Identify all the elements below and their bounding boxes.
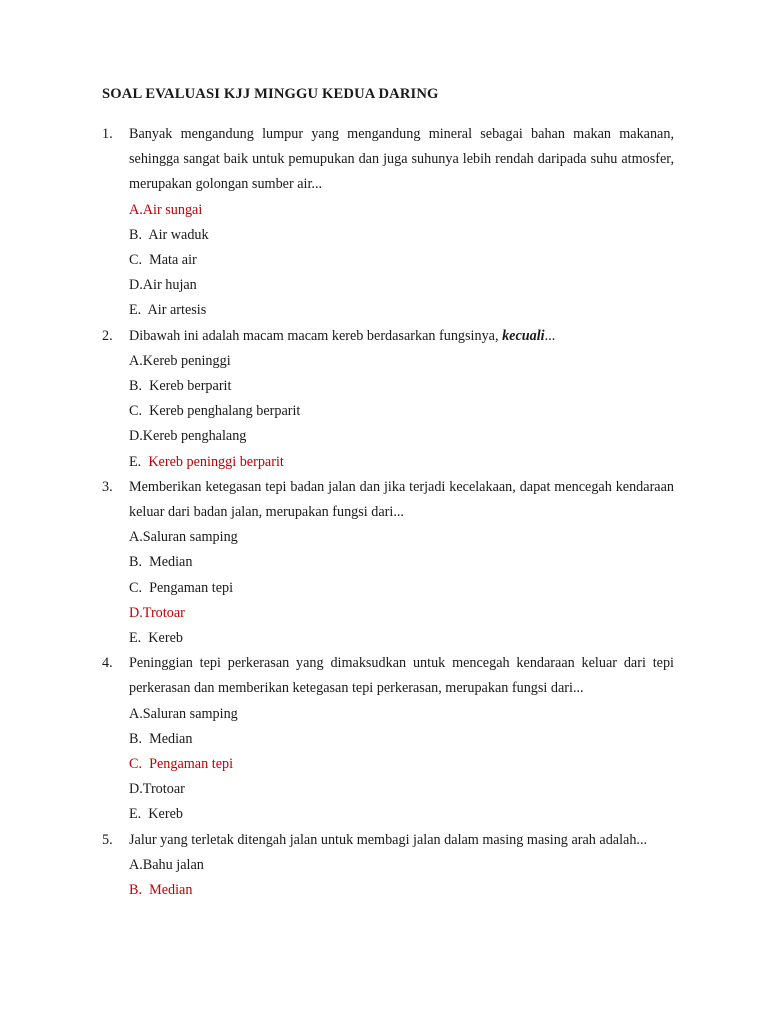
option-item (129, 853, 674, 878)
option-label: E. (129, 453, 149, 470)
option-item (129, 626, 674, 651)
option-item (129, 550, 674, 575)
answer-highlight: A.Air sungai (129, 201, 203, 218)
option-item (129, 525, 674, 550)
option-item (129, 777, 674, 802)
question-number: 4. (102, 655, 113, 672)
question-number: 5. (102, 831, 113, 848)
option-item (129, 727, 674, 752)
question-lead-text: Peninggian tepi perkerasan yang dimaksudkan untuk mencegah kendaraan keluar dari tepi perkerasan dan memberikan ketegasan tepi perkerasan, merupakan fungsi dari... (129, 655, 674, 697)
answer-highlight: Kereb peninggi berparit (148, 453, 284, 470)
question-text (129, 122, 674, 198)
question-text (129, 324, 674, 349)
question-keyword: kecuali (502, 327, 545, 344)
option-label: C. Pengaman tepi (129, 579, 234, 596)
question-ellipsis: ... (544, 327, 556, 344)
option-item (129, 424, 674, 449)
option-label: A.Kereb peninggi (129, 352, 231, 369)
answer-highlight: D.Trotoar (129, 604, 185, 621)
option-item-correct (129, 450, 674, 475)
option-label: D.Kereb penghalang (129, 428, 247, 445)
option-item (129, 702, 674, 727)
option-list (129, 853, 674, 903)
option-item-correct (129, 601, 674, 626)
option-label: B. Air waduk (129, 226, 209, 243)
option-label: D.Trotoar (129, 781, 185, 798)
option-item-correct (129, 198, 674, 223)
option-item (129, 273, 674, 298)
question-lead-text: Banyak mengandung lumpur yang mengandung mineral sebagai bahan makan makanan, sehingga sangat baik untuk pemupukan dan juga suhunya lebih rendah daripada suhu atmosfer, merupakan golongan sumber air... (129, 126, 674, 193)
option-label: D.Air hujan (129, 277, 197, 294)
question-number: 1. (102, 126, 113, 142)
answer-highlight: C. Pengaman tepi (129, 756, 234, 773)
option-item (129, 349, 674, 374)
option-list (129, 198, 674, 324)
option-list (129, 702, 674, 828)
answer-highlight: B. Median (129, 882, 193, 899)
question-item (0, 828, 768, 904)
option-item (129, 802, 674, 827)
question-lead-text: Jalur yang terletak ditengah jalan untuk membagi jalan dalam masing masing arah adalah... (129, 831, 648, 848)
option-label: E. Kereb (129, 806, 183, 823)
page-title: SOAL EVALUASI KJJ MINGGU KEDUA DARING (102, 86, 439, 102)
option-label: B. Median (129, 554, 193, 571)
option-item (129, 399, 674, 424)
question-item (0, 324, 768, 475)
question-item (0, 475, 768, 651)
option-list (129, 349, 674, 475)
question-item (0, 651, 768, 827)
option-label: E. Air artesis (129, 302, 207, 319)
option-item-correct (129, 878, 674, 903)
option-label: C. Kereb penghalang berparit (129, 403, 301, 420)
option-label: B. Median (129, 730, 193, 747)
question-text (129, 828, 674, 853)
option-item (129, 248, 674, 273)
option-item (129, 374, 674, 399)
question-item (0, 122, 768, 324)
question-number: 3. (102, 478, 113, 495)
question-lead-text: Dibawah ini adalah macam macam kereb berdasarkan fungsinya, (129, 327, 503, 344)
question-number: 2. (102, 327, 113, 344)
option-label: A.Saluran samping (129, 705, 238, 722)
question-list (0, 122, 768, 903)
option-item (129, 576, 674, 601)
option-label: A.Saluran samping (129, 529, 238, 546)
option-item (129, 298, 674, 323)
option-item (129, 223, 674, 248)
option-label: C. Mata air (129, 252, 197, 269)
option-label: E. Kereb (129, 630, 183, 647)
question-text (129, 475, 674, 525)
option-label: A.Bahu jalan (129, 856, 204, 873)
option-item-correct (129, 752, 674, 777)
option-list (129, 525, 674, 651)
option-label: B. Kereb berparit (129, 378, 232, 395)
question-lead-text: Memberikan ketegasan tepi badan jalan dan jika terjadi kecelakaan, dapat mencegah kendaraan keluar dari badan jalan, merupakan fungsi dari... (129, 478, 674, 521)
question-text (129, 651, 674, 701)
